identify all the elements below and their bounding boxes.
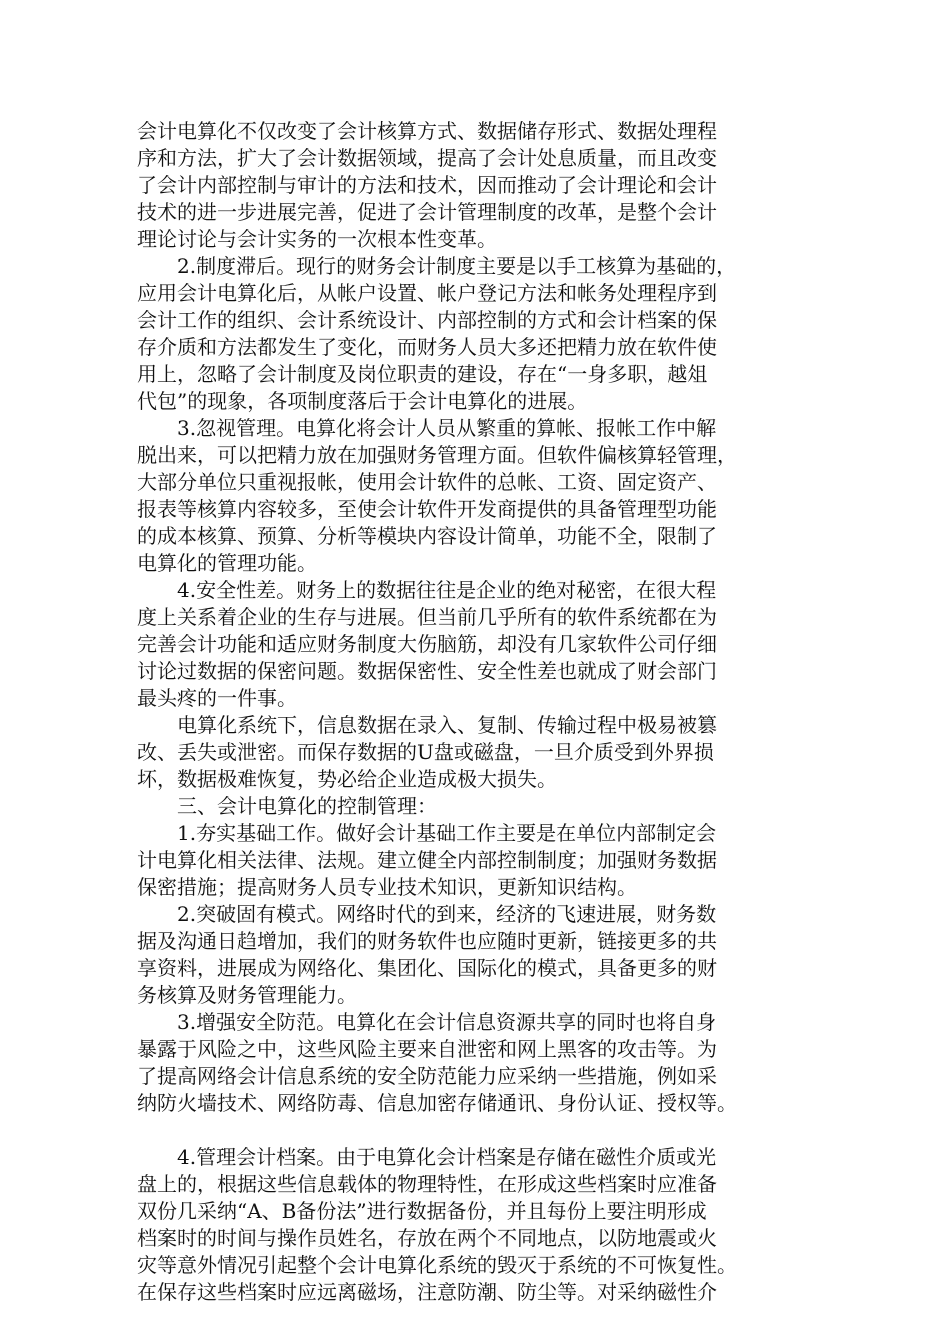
text-line: 据及沟通日趋增加，我们的财务软件也应随时更新，链接更多的共 (137, 929, 717, 953)
text-line: 脱出来，可以把精力放在加强财务管理方面。但软件偏核算轻管理， (137, 443, 737, 467)
text-line: 档案时的时间与操作员姓名，存放在两个不同地点，以防地震或火 (137, 1226, 717, 1250)
text-line: 讨论过数据的保密问题。数据保密性、安全性差也就成了财会部门 (137, 659, 717, 683)
paragraph-start-line: 4.安全性差。财务上的数据往往是企业的绝对秘密，在很大程 (177, 578, 717, 602)
paragraph-start-line: 3.忽视管理。电算化将会计人员从繁重的算帐、报帐工作中解 (177, 416, 717, 440)
text-line: 最头疼的一件事。 (137, 686, 297, 710)
text-line: 代包”的现象，各项制度落后于会计电算化的进展。 (137, 389, 588, 413)
text-line: 双份几采纳“A、B备份法”进行数据备份，并且每份上要注明形成 (137, 1199, 707, 1223)
text-line: 了会计内部控制与审计的方法和技术，因而推动了会计理论和会计 (137, 173, 717, 197)
paragraph-start-line: 1.夯实基础工作。做好会计基础工作主要是在单位内部制定会 (177, 821, 717, 845)
document-page (137, 118, 825, 1306)
text-line: 存介质和方法都发生了变化，而财务人员大多还把精力放在软件使 (137, 335, 717, 359)
section-heading: 三、会计电算化的控制管理： (177, 794, 437, 818)
text-line: 电算化的管理功能。 (137, 551, 317, 575)
text-line: 灾等意外情况引起整个会计电算化系统的毁灭于系统的不可恢复性。 (137, 1253, 737, 1277)
text-line: 序和方法，扩大了会计数据领域，提高了会计处息质量，而且改变 (137, 146, 717, 170)
text-line: 暴露于风险之中，这些风险主要来自泄密和网上黑客的攻击等。为 (137, 1037, 717, 1061)
text-line: 理论讨论与会计实务的一次根本性变革。 (137, 227, 497, 251)
paragraph-start-line: 电算化系统下，信息数据在录入、复制、传输过程中极易被篡 (177, 713, 717, 737)
paragraph-start-line: 4.管理会计档案。由于电算化会计档案是存储在磁性介质或光 (177, 1145, 717, 1169)
text-line: 大部分单位只重视报帐，使用会计软件的总帐、工资、固定资产、 (137, 470, 717, 494)
text-line: 用上，忽略了会计制度及岗位职责的建设，存在“一身多职，越俎 (137, 362, 708, 386)
text-line: 完善会计功能和适应财务制度大伤脑筋，却没有几家软件公司仔细 (137, 632, 717, 656)
text-line: 会计工作的组织、会计系统设计、内部控制的方式和会计档案的保 (137, 308, 717, 332)
text-line: 改、丢失或泄密。而保存数据的U盘或磁盘，一旦介质受到外界损 (137, 740, 714, 764)
text-line: 享资料，进展成为网络化、集团化、国际化的模式，具备更多的财 (137, 956, 717, 980)
text-line: 技术的进一步进展完善，促进了会计管理制度的改革，是整个会计 (137, 200, 717, 224)
text-line: 度上关系着企业的生存与进展。但当前几乎所有的软件系统都在为 (137, 605, 717, 629)
text-line: 计电算化相关法律、法规。建立健全内部控制制度；加强财务数据 (137, 848, 717, 872)
paragraph-start-line: 2.制度滞后。现行的财务会计制度主要是以手工核算为基础的， (177, 254, 737, 278)
text-line: 的成本核算、预算、分析等模块内容设计简单，功能不全，限制了 (137, 524, 717, 548)
text-line: 盘上的，根据这些信息载体的物理特性，在形成这些档案时应准备 (137, 1172, 717, 1196)
text-line: 在保存这些档案时应远离磁场，注意防潮、防尘等。对采纳磁性介 (137, 1280, 717, 1304)
paragraph-start-line: 2.突破固有模式。网络时代的到来，经济的飞速进展，财务数 (177, 902, 717, 926)
text-line: 纳防火墙技术、网络防毒、信息加密存储通讯、身份认证、授权等。 (137, 1091, 737, 1115)
text-line: 了提高网络会计信息系统的安全防范能力应采纳一些措施，例如采 (137, 1064, 717, 1088)
paragraph-start-line: 3.增强安全防范。电算化在会计信息资源共享的同时也将自身 (177, 1010, 717, 1034)
blank-line (137, 1117, 825, 1144)
text-line: 会计电算化不仅改变了会计核算方式、数据储存形式、数据处理程 (137, 119, 717, 143)
text-line: 报表等核算内容较多，至使会计软件开发商提供的具备管理型功能 (137, 497, 717, 521)
text-line: 应用会计电算化后，从帐户设置、帐户登记方法和帐务处理程序到 (137, 281, 717, 305)
text-line: 务核算及财务管理能力。 (137, 983, 357, 1007)
text-line: 保密措施；提高财务人员专业技术知识，更新知识结构。 (137, 875, 637, 899)
text-line: 坏，数据极难恢复，势必给企业造成极大损失。 (137, 767, 557, 791)
